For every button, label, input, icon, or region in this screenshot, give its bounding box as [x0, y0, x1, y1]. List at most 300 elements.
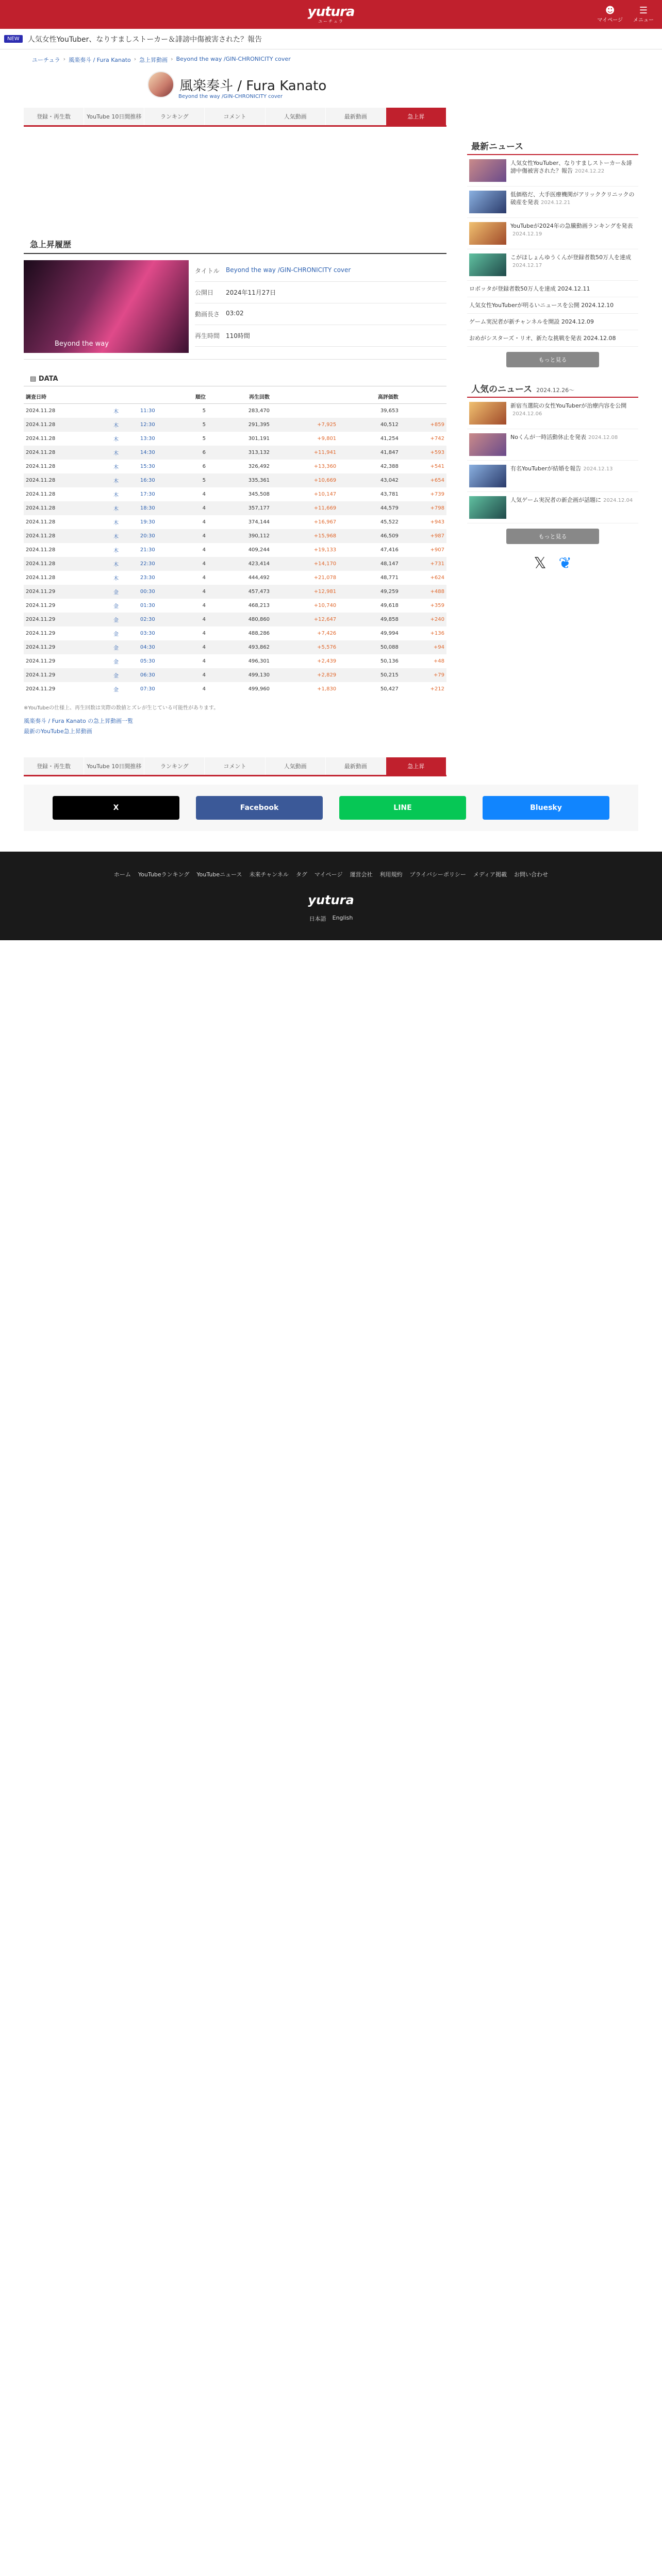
cell-rank: 4 — [202, 547, 206, 553]
col-likes: 高評価数 — [338, 389, 401, 404]
news-item[interactable]: 低価格だ、大手医療機関がアリッククリニックの破産を発表 2024.12.21 — [467, 187, 638, 218]
cell-rank: 4 — [172, 529, 208, 543]
table-row — [24, 585, 446, 599]
cell-likes-diff: +943 — [430, 519, 444, 525]
cell-day[interactable]: 金 — [108, 640, 124, 654]
cell-likes-diff: +742 — [430, 436, 444, 442]
tab-popular[interactable]: 人気動画 — [266, 757, 326, 775]
table-row — [24, 501, 446, 515]
cell-time[interactable]: 17:30 — [140, 492, 155, 497]
cell-views: 357,177 — [208, 501, 272, 515]
cell-day[interactable]: 木 — [108, 501, 124, 515]
length-label: 動画長さ — [195, 311, 220, 318]
cell-time[interactable]: 23:30 — [140, 575, 155, 581]
cell-likes: 50,215 — [338, 668, 401, 682]
cell-time[interactable]: 14:30 — [124, 446, 172, 460]
share-area — [24, 785, 638, 831]
cell-rank: 4 — [202, 492, 206, 497]
table-row — [24, 613, 446, 626]
video-title[interactable]: Beyond the way /GIN-CHRONICITY cover — [226, 266, 351, 274]
table-row — [24, 473, 446, 487]
cell-date: 2024.11.28 — [24, 557, 108, 571]
cell-views-diff: +16,967 — [313, 519, 337, 525]
cell-likes: 39,653 — [380, 408, 399, 414]
footer-logo[interactable]: yutura — [308, 893, 354, 907]
cell-views-diff: +11,669 — [272, 501, 338, 515]
cell-date: 2024.11.28 — [26, 547, 56, 553]
tab-latest[interactable]: 最新動画 — [326, 108, 386, 125]
cell-date: 2024.11.29 — [26, 603, 56, 608]
footer-link[interactable]: 未来チャンネル — [249, 871, 289, 878]
new-badge: NEW — [4, 35, 23, 43]
cell-time[interactable]: 18:30 — [124, 501, 172, 515]
cell-time[interactable]: 01:30 — [140, 603, 155, 608]
table-header-row — [24, 389, 446, 404]
cell-likes: 49,858 — [338, 613, 401, 626]
cell-views-diff: +10,147 — [313, 492, 337, 497]
watch-time: 110時間 — [226, 332, 250, 340]
data-note: ※YouTubeの仕様上、再生回数は実際の数値とズレが生じている可能性があります。 — [24, 705, 219, 711]
cell-date: 2024.11.29 — [24, 668, 108, 682]
popular-more-button[interactable]: もっと見る — [506, 529, 599, 544]
cell-views: 423,414 — [208, 557, 272, 571]
menu-button[interactable]: ☰ メニュー — [633, 5, 654, 23]
cell-date: 2024.11.29 — [26, 658, 56, 664]
cell-rank: 4 — [172, 640, 208, 654]
cell-date: 2024.11.28 — [26, 519, 56, 525]
social-icons — [467, 554, 638, 572]
tab-subscribers[interactable]: 登録・再生数 — [24, 108, 84, 125]
popular-thumbnail — [469, 465, 506, 487]
x-icon[interactable]: 𝕏 — [534, 554, 547, 572]
table-row — [24, 487, 446, 501]
cell-likes: 45,522 — [380, 519, 399, 525]
cell-likes: 44,579 — [338, 501, 401, 515]
cell-date: 2024.11.29 — [24, 640, 108, 654]
cell-views-diff: +14,170 — [272, 557, 338, 571]
cell-rank: 5 — [202, 408, 206, 414]
footer-link[interactable]: メディア掲載 — [473, 871, 507, 878]
cell-time[interactable]: 19:30 — [140, 519, 155, 525]
cell-date: 2024.11.28 — [26, 408, 56, 414]
cell-day[interactable]: 金 — [113, 604, 119, 609]
cell-time[interactable]: 16:30 — [124, 473, 172, 487]
channel-trending-link[interactable]: 風楽奏斗 / Fura Kanato の急上昇動画一覧 — [24, 718, 134, 724]
cell-day[interactable]: 木 — [113, 520, 119, 526]
cell-views: 480,860 — [208, 613, 272, 626]
col-views: 再生回数 — [208, 389, 272, 404]
breadcrumb-item[interactable]: 急上昇動画 — [139, 57, 168, 63]
cell-day[interactable]: 金 — [113, 659, 119, 665]
cell-date: 2024.11.28 — [26, 492, 56, 497]
cell-likes-diff: +212 — [430, 686, 444, 692]
table-row — [24, 418, 446, 432]
mypage-button[interactable]: ☻ マイページ — [597, 5, 623, 23]
footer-link[interactable]: プライバシーポリシー — [409, 871, 466, 878]
latest-trending-link[interactable]: 最新のYouTube急上昇動画 — [24, 728, 92, 735]
cell-time[interactable]: 11:30 — [140, 408, 155, 414]
cell-likes: 50,427 — [380, 686, 399, 692]
popular-thumbnail — [469, 496, 506, 519]
share-line-button[interactable]: LINE — [339, 796, 466, 820]
popular-item[interactable]: 人気ゲーム実況者の新企画が話題に 2024.12.04 — [467, 492, 638, 523]
cell-views: 335,361 — [208, 473, 272, 487]
cell-likes: 43,042 — [338, 473, 401, 487]
cell-date: 2024.11.28 — [24, 501, 108, 515]
tab-trending[interactable]: 急上昇 — [386, 108, 446, 125]
cell-day[interactable]: 木 — [108, 529, 124, 543]
tab-10days[interactable]: YouTube 10日間推移 — [84, 108, 144, 125]
breadcrumb-item[interactable]: Beyond the way /GIN-CHRONICITY cover — [176, 56, 291, 62]
cell-date: 2024.11.28 — [24, 446, 108, 460]
latest-news-title: 最新ニュース — [467, 137, 638, 155]
cell-views-diff: +7,925 — [272, 418, 338, 432]
cell-day[interactable]: 木 — [113, 437, 119, 443]
user-icon: ☻ — [605, 5, 615, 16]
site-header — [0, 0, 662, 29]
cell-time[interactable]: 22:30 — [124, 557, 172, 571]
channel-tabs — [24, 108, 446, 127]
cell-date: 2024.11.28 — [24, 529, 108, 543]
cell-views: 301,191 — [248, 436, 270, 442]
col-rank: 順位 — [172, 389, 208, 404]
cell-day[interactable]: 金 — [108, 613, 124, 626]
news-item[interactable]: こがほしょんゆうくんが登録者数50万人を達成2024.12.17 — [467, 249, 638, 281]
cell-likes-diff: +987 — [401, 529, 446, 543]
cell-views: 488,286 — [248, 631, 270, 636]
col-day — [108, 389, 124, 404]
cell-likes: 47,416 — [380, 547, 399, 553]
cell-day[interactable]: 金 — [113, 632, 119, 637]
cell-views-diff: +1,830 — [317, 686, 337, 692]
table-row — [24, 557, 446, 571]
cell-views: 291,395 — [208, 418, 272, 432]
published-label: 公開日 — [195, 289, 214, 296]
cell-likes: 42,388 — [380, 464, 399, 469]
cell-views: 345,508 — [248, 492, 270, 497]
news-text-item[interactable]: おめがシスターズ・リオ、新たな挑戦を発表 2024.12.08 — [467, 330, 638, 347]
tab-ranking[interactable]: ランキング — [144, 108, 205, 125]
news-ticker[interactable] — [0, 29, 662, 49]
table-row — [24, 599, 446, 613]
footer-link[interactable]: 運営会社 — [350, 871, 373, 878]
chart-icon: ▤ — [30, 375, 37, 383]
table-row — [24, 515, 446, 529]
cell-likes: 41,847 — [338, 446, 401, 460]
tab-ranking[interactable]: ランキング — [144, 757, 205, 775]
cell-likes: 49,259 — [338, 585, 401, 599]
tab-latest[interactable]: 最新動画 — [326, 757, 386, 775]
cell-views-diff: +21,078 — [313, 575, 337, 581]
cell-rank: 4 — [202, 519, 206, 525]
language-switch — [0, 914, 662, 923]
data-section-title: ▤ DATA — [24, 372, 446, 386]
cell-likes-diff: +488 — [401, 585, 446, 599]
cell-time[interactable]: 15:30 — [140, 464, 155, 469]
page-subtitle[interactable]: Beyond the way /GIN-CHRONICITY cover — [178, 94, 283, 99]
table-row — [24, 626, 446, 640]
cell-likes-diff: +240 — [401, 613, 446, 626]
ad-space — [24, 137, 446, 225]
news-thumbnail — [469, 159, 506, 182]
table-row — [24, 543, 446, 557]
cell-likes: 48,147 — [338, 557, 401, 571]
tab-subscribers[interactable]: 登録・再生数 — [24, 757, 84, 775]
news-text-item[interactable]: ロボッタが登録者数50万人を達成 2024.12.11 — [467, 281, 638, 297]
cell-day[interactable]: 金 — [113, 687, 119, 693]
cell-views-diff: +2,439 — [317, 658, 337, 664]
cell-views-diff: +10,669 — [272, 473, 338, 487]
tab-comments[interactable]: コメント — [205, 108, 265, 125]
tab-comments[interactable]: コメント — [205, 757, 265, 775]
cell-rank: 4 — [202, 575, 206, 581]
cell-likes: 43,781 — [380, 492, 399, 497]
cell-time[interactable]: 06:30 — [124, 668, 172, 682]
views-label: 再生時間 — [195, 332, 220, 340]
cell-likes: 49,618 — [380, 603, 399, 608]
news-thumbnail — [469, 253, 506, 276]
lang-ja[interactable]: 日本語 — [309, 916, 326, 922]
cell-views: 409,244 — [248, 547, 270, 553]
table-row — [24, 460, 446, 473]
footer-link[interactable]: マイページ — [314, 871, 343, 878]
cell-likes: 46,509 — [338, 529, 401, 543]
cell-views-diff — [272, 404, 338, 418]
cell-views-diff: +2,829 — [272, 668, 338, 682]
footer-link[interactable]: お問い合わせ — [514, 871, 549, 878]
cell-time[interactable]: 02:30 — [124, 613, 172, 626]
cell-day[interactable]: 木 — [113, 465, 119, 470]
news-text-item[interactable]: 人気女性YouTuberが明るいニュースを公開 2024.12.10 — [467, 297, 638, 314]
cell-time[interactable]: 04:30 — [124, 640, 172, 654]
cell-views-diff: +12,647 — [272, 613, 338, 626]
cell-time[interactable]: 13:30 — [140, 436, 155, 442]
published-date: 2024年11月27日 — [226, 289, 276, 296]
cell-time[interactable]: 07:30 — [140, 686, 155, 692]
menu-icon: ☰ — [639, 5, 648, 16]
cell-rank: 4 — [202, 631, 206, 636]
cell-rank: 6 — [172, 446, 208, 460]
thumbnail-caption: Beyond the way — [55, 340, 109, 348]
news-item[interactable]: YouTubeが2024年の急騰動画ランキングを発表2024.12.19 — [467, 218, 638, 249]
cell-day[interactable]: 木 — [113, 409, 119, 415]
cell-rank: 4 — [172, 585, 208, 599]
bottom-channel-tabs — [24, 757, 446, 776]
col-likes-diff — [401, 389, 446, 404]
video-card — [24, 254, 446, 360]
cell-views: 457,473 — [208, 585, 272, 599]
cell-views-diff: +12,981 — [272, 585, 338, 599]
popular-thumbnail — [469, 402, 506, 425]
news-thumbnail — [469, 191, 506, 213]
cell-likes-diff: +48 — [433, 658, 444, 664]
cell-views: 493,862 — [208, 640, 272, 654]
popular-item[interactable]: 新宿当選院の女性YouTuberが治療内容を公開2024.12.06 — [467, 398, 638, 429]
cell-date: 2024.11.29 — [24, 585, 108, 599]
cell-time[interactable]: 21:30 — [140, 547, 155, 553]
tab-trending[interactable]: 急上昇 — [386, 757, 446, 775]
table-row — [24, 432, 446, 446]
table-row — [24, 668, 446, 682]
section-title: 急上昇履歴 — [24, 235, 446, 254]
table-row — [24, 571, 446, 585]
cell-day[interactable]: 木 — [108, 473, 124, 487]
cell-likes-diff: +94 — [401, 640, 446, 654]
trending-history-table — [24, 389, 446, 696]
col-views-diff — [272, 389, 338, 404]
footer-link[interactable]: 利用規約 — [379, 871, 403, 878]
cell-views-diff: +10,740 — [313, 603, 337, 608]
cell-views-diff: +19,133 — [313, 547, 337, 553]
cell-views: 468,213 — [248, 603, 270, 608]
cell-rank: 4 — [172, 557, 208, 571]
cell-time[interactable]: 12:30 — [124, 418, 172, 432]
table-row — [24, 529, 446, 543]
cell-views: 283,470 — [248, 408, 270, 414]
cell-views: 374,144 — [248, 519, 270, 525]
cell-likes-diff: +654 — [401, 473, 446, 487]
cell-likes-diff — [401, 404, 446, 418]
news-more-button[interactable]: もっと見る — [506, 352, 599, 367]
news-ticker-text[interactable]: 人気女性YouTuber、なりすましストーカー＆誹謗中傷被害された？報告 — [27, 35, 262, 44]
cell-rank: 4 — [202, 603, 206, 608]
cell-views: 496,301 — [248, 658, 270, 664]
news-text-item[interactable]: ゲーム実況者が新チャンネルを開設 2024.12.09 — [467, 314, 638, 330]
cell-date: 2024.11.28 — [24, 418, 108, 432]
cell-views: 444,492 — [248, 575, 270, 581]
cell-date: 2024.11.28 — [26, 464, 56, 469]
cell-day[interactable]: 木 — [113, 548, 119, 554]
cell-views-diff: +15,968 — [272, 529, 338, 543]
cell-views: 499,960 — [248, 686, 270, 692]
site-footer — [0, 852, 662, 940]
cell-day[interactable]: 木 — [108, 418, 124, 432]
cell-views: 326,492 — [248, 464, 270, 469]
breadcrumb-item[interactable]: ユーチュラ — [32, 57, 60, 63]
cell-day[interactable]: 木 — [108, 446, 124, 460]
bluesky-icon[interactable]: ❦ — [558, 554, 572, 572]
cell-views-diff: +13,360 — [313, 464, 337, 469]
col-datetime: 調査日時 — [24, 389, 108, 404]
popular-thumbnail — [469, 433, 506, 456]
channel-avatar[interactable] — [147, 71, 174, 98]
cell-rank: 6 — [202, 464, 206, 469]
cell-views-diff: +11,941 — [272, 446, 338, 460]
tab-10days[interactable]: YouTube 10日間推移 — [84, 757, 144, 775]
cell-time[interactable]: 05:30 — [140, 658, 155, 664]
sidebar — [467, 137, 638, 737]
video-length: 03:02 — [226, 310, 244, 317]
cell-date: 2024.11.29 — [26, 631, 56, 636]
cell-rank: 5 — [172, 418, 208, 432]
cell-rank: 4 — [202, 686, 206, 692]
cell-likes-diff: +593 — [401, 446, 446, 460]
breadcrumb-item[interactable]: 風楽奏斗 / Fura Kanato — [69, 57, 131, 63]
cell-likes-diff: +859 — [401, 418, 446, 432]
page-title: 風楽奏斗 / Fura Kanato — [179, 78, 327, 94]
footer-link[interactable]: タグ — [295, 871, 307, 878]
cell-day[interactable]: 金 — [108, 585, 124, 599]
video-thumbnail[interactable] — [24, 260, 189, 353]
cell-date: 2024.11.29 — [26, 686, 56, 692]
footer-link[interactable]: YouTubeランキング — [138, 871, 190, 878]
cell-time[interactable]: 03:30 — [140, 631, 155, 636]
cell-likes: 50,136 — [380, 658, 399, 664]
cell-views: 313,132 — [208, 446, 272, 460]
cell-likes: 50,088 — [338, 640, 401, 654]
cell-likes-diff: +731 — [401, 557, 446, 571]
cell-date: 2024.11.28 — [26, 436, 56, 442]
cell-date: 2024.11.29 — [24, 613, 108, 626]
cell-likes: 48,771 — [380, 575, 399, 581]
footer-link[interactable]: YouTubeニュース — [196, 871, 242, 878]
cell-rank: 5 — [202, 436, 206, 442]
table-row — [24, 404, 446, 418]
col-time — [124, 389, 172, 404]
breadcrumb: ユーチュラ › 風楽奏斗 / Fura Kanato › 急上昇動画 › Beyond the way /GIN-CHRONICITY cover — [32, 56, 291, 63]
cell-rank: 4 — [172, 501, 208, 515]
cell-likes: 40,512 — [338, 418, 401, 432]
header-actions — [597, 6, 654, 23]
title-label: タイトル — [195, 267, 220, 275]
share-facebook-button[interactable]: Facebook — [196, 796, 323, 820]
cell-views: 390,112 — [208, 529, 272, 543]
cell-likes: 49,994 — [380, 631, 399, 636]
cell-rank: 4 — [172, 613, 208, 626]
cell-rank: 4 — [172, 668, 208, 682]
table-row — [24, 640, 446, 654]
cell-time[interactable]: 00:30 — [124, 585, 172, 599]
cell-date: 2024.11.28 — [24, 473, 108, 487]
cell-likes-diff: +359 — [430, 603, 444, 608]
cell-date: 2024.11.28 — [26, 575, 56, 581]
cell-day[interactable]: 木 — [113, 493, 119, 498]
cell-likes-diff: +79 — [401, 668, 446, 682]
bottom-links — [24, 716, 446, 737]
table-row — [24, 654, 446, 668]
table-row — [24, 682, 446, 696]
cell-rank: 5 — [172, 473, 208, 487]
cell-time[interactable]: 20:30 — [124, 529, 172, 543]
cell-views-diff: +7,426 — [317, 631, 337, 636]
cell-likes-diff: +136 — [430, 631, 444, 636]
share-x-button[interactable]: X — [53, 796, 179, 820]
cell-rank: 4 — [202, 658, 206, 664]
cell-likes-diff: +798 — [401, 501, 446, 515]
cell-likes-diff: +624 — [430, 575, 444, 581]
news-thumbnail — [469, 222, 506, 245]
cell-likes: 41,254 — [380, 436, 399, 442]
cell-likes-diff: +541 — [430, 464, 444, 469]
lang-en[interactable]: English — [332, 914, 353, 921]
cell-likes-diff: +739 — [430, 492, 444, 497]
popular-item[interactable]: 有名YouTuberが結婚を報告 2024.12.13 — [467, 461, 638, 492]
main-content — [24, 137, 446, 737]
tab-popular[interactable]: 人気動画 — [266, 108, 326, 125]
popular-item[interactable]: Noくんが一時活動休止を発表 2024.12.08 — [467, 429, 638, 461]
cell-views: 499,130 — [208, 668, 272, 682]
cell-day[interactable]: 木 — [113, 576, 119, 582]
video-meta — [195, 260, 446, 353]
cell-day[interactable]: 金 — [108, 668, 124, 682]
site-logo[interactable]: yutura ユーチュラ — [307, 4, 355, 24]
cell-day[interactable]: 木 — [108, 557, 124, 571]
cell-views-diff: +9,801 — [317, 436, 337, 442]
share-bluesky-button[interactable]: Bluesky — [483, 796, 609, 820]
footer-link[interactable]: ホーム — [113, 871, 131, 878]
news-item[interactable]: 人気女性YouTuber、なりすましストーカー＆誹謗中傷被害された？報告 2024.12.22 — [467, 155, 638, 187]
footer-links — [0, 870, 662, 878]
